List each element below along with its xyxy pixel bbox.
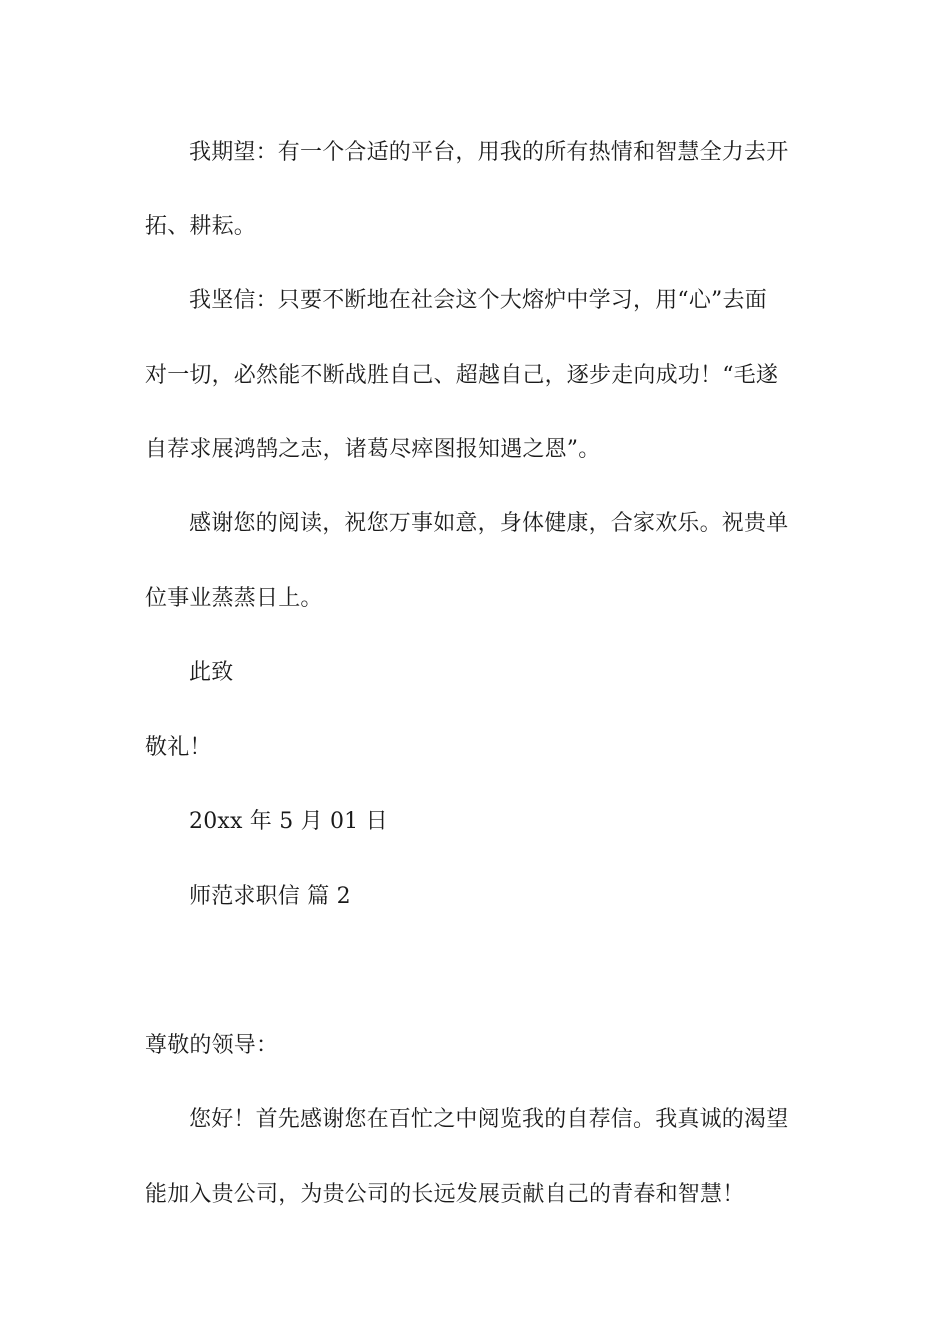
closing-regards: 敬礼！: [145, 735, 212, 760]
paragraph-expectation-line-1: 我期望：有一个合适的平台，用我的所有热情和智慧全力去开: [189, 140, 789, 165]
letter-date: 20xx 年 5 月 01 日: [189, 809, 388, 834]
paragraph-expectation-line-2: 拓、耕耘。: [145, 214, 257, 239]
paragraph-belief-line-3: 自荐求展鸿鹄之志，诸葛尽瘁图报知遇之恩”。: [145, 437, 601, 462]
paragraph-belief-line-1: 我坚信：只要不断地在社会这个大熔炉中学习，用“心”去面: [189, 288, 767, 313]
section-title: 师范求职信 篇 2: [189, 884, 351, 909]
paragraph-thanks-line-1: 感谢您的阅读，祝您万事如意，身体健康，合家欢乐。祝贵单: [189, 511, 789, 536]
paragraph-thanks-line-2: 位事业蒸蒸日上。: [145, 586, 323, 611]
paragraph-intro-line-1: 您好！首先感谢您在百忙之中阅览我的自荐信。我真诚的渴望: [189, 1107, 789, 1132]
paragraph-belief-line-2: 对一切，必然能不断战胜自己、超越自己，逐步走向成功！“毛遂: [145, 363, 779, 388]
paragraph-intro-line-2: 能加入贵公司，为贵公司的长远发展贡献自己的青春和智慧！: [145, 1182, 745, 1207]
greeting: 尊敬的领导：: [145, 1033, 279, 1058]
closing-salutation: 此致: [189, 660, 234, 685]
